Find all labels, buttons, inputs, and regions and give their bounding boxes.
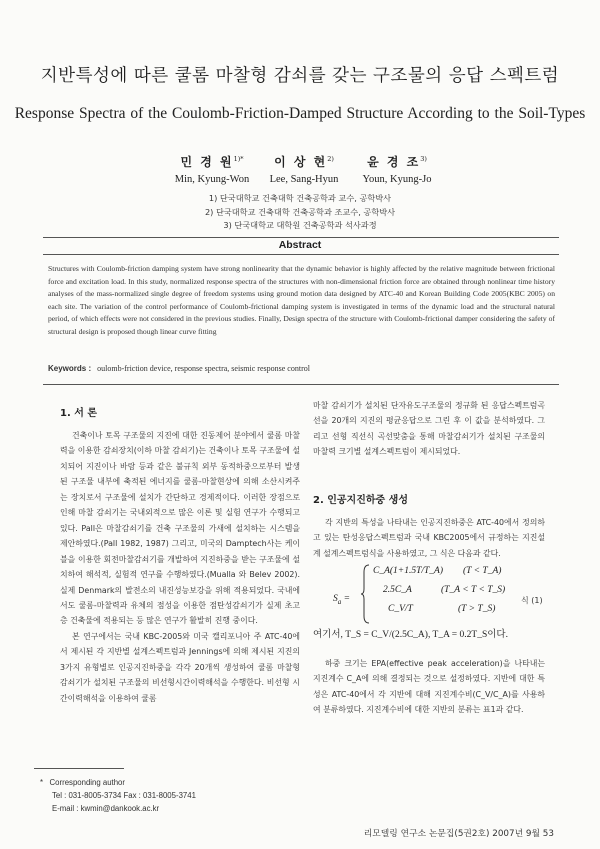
author-2-name-ko: 이 상 현: [274, 155, 328, 169]
footnote-corresponding: [40, 776, 196, 789]
author-3: [337, 153, 457, 185]
footnote-label: Corresponding author: [49, 778, 125, 787]
section-1-paragraph-1: 건축이나 토목 구조물의 지진에 대한 진동제어 분야에서 쿨롬 마찰력을 이용한 감쇠장치(이하 마찰 감쇠기)는 건축이나 토목 구조물에 설치되어 지진이나 바람 등과 같은 불규칙 외부 동적하중으로부터 발생된 구조물 내부에 축적된 에너지를 쿨롬-마찰현상에 의해 소산시켜주는 장치로서 구조물에 설치가 간단하고 경제적이다. 이러한 장점으로 인해 마찰 감쇠기는 국내외적으로 많은 이론 및 실험 연구가 수행되고 있다. Pall은 마찰감쇠기를 건축 구조물의 가새에 설치하는 시스템을 제안하였다.(Pall 1982, 1987) 그리고, 미국의 Damptech사는 케이블을 이용한 회전마찰감쇠기를 개발하여 지진하중을 받는 구조물에 설치하여 해석적, 실험적 연구를 수행하였다.(Mualla 와 Belev 2002). 실제 Denmark의 발전소의 내진성능보강을 위해 적용되었다. 국내에서도 쿨롬-마찰력과 유체의 점성을 이용한 점탄성감쇠기가 실제 초고층 건축물에 적용되는 등 많은 연구가 활발히 진행 중이다.: [60, 431, 300, 626]
author-3-sup: 3): [420, 155, 427, 163]
abstract-heading-rule: [43, 254, 559, 255]
author-2-sup: 2): [327, 155, 334, 163]
section-2-text-2: 하중 크기는 EPA(effective peak acceleration)을 나타내는 지진계수 C_A에 의해 결정되는 것으로 설정하였다. 지반에 대한 특성은 ATC-40에서 각 지반에 대해 지진계수비(C_V/C_A)를 사용하여 분류하였다. 지진계수비에 대한 지반의 분류는 표1과 같다.: [313, 659, 545, 715]
author-1-name-en: Min, Kyung-Won: [174, 174, 250, 185]
footnote-star: *: [40, 778, 44, 787]
equation-lhs-sub: a: [337, 597, 342, 606]
keywords-text: oulomb-friction device, response spectra, seismic response control: [97, 364, 310, 373]
equation-number: 식 (1): [521, 596, 543, 605]
author-3-name-ko: 윤 경 조: [367, 155, 421, 169]
left-column: [60, 428, 300, 706]
affiliation-3: 3) 단국대학교 대학원 건축공학과 석사과정: [223, 220, 377, 230]
author-1-name-ko: 민 경 원: [180, 155, 234, 169]
author-2-name-en: Lee, Sang-Hyun: [269, 174, 339, 185]
equation-row-3-expr: C_V/T: [388, 604, 413, 614]
equation-row-2-expr: 2.5C_A: [383, 585, 412, 595]
paper-title-english: Response Spectra of the Coulomb-Friction-Damped Structure According to the Soil-Types: [14, 105, 586, 122]
section-2-paragraph-2: [313, 656, 545, 718]
section-2-paragraph-1: [313, 515, 545, 561]
affiliation-2: 2) 단국대학교 건축대학 건축공학과 조교수, 공학박사: [204, 207, 396, 217]
equation-lhs-symbol: S: [333, 594, 338, 604]
footnote: [40, 776, 196, 815]
equation-where-clause: 여기서, T_S = C_V/(2.5C_A), T_A = 0.2T_S이다.: [313, 630, 508, 640]
keywords-label: Keywords :: [48, 364, 92, 373]
affiliation-1: 1) 단국대학교 건축대학 건축공학과 교수, 공학박사: [208, 193, 392, 203]
abstract-top-rule: [43, 237, 559, 238]
equation-row-2-cond: (T_A < T < T_S): [441, 585, 506, 595]
footnote-tel-fax: Tel : 031-8005-3734 Fax : 031-8005-3741: [52, 791, 196, 800]
abstract-bottom-rule: [43, 384, 559, 385]
equation-row-3-cond: (T > T_S): [458, 604, 496, 614]
footnote-rule: [34, 768, 124, 769]
section-1-paragraph-2: 본 연구에서는 국내 KBC-2005와 미국 캘리포니아 주 ATC-40에서 제시된 각 지반별 설계스펙트럼과 Jennings에 의해 제시된 지진의 3가지 유형별로 인공지진하중을 각각 20개씩 생성하여 쿨롬 마찰형 감쇠기가 설치된 구조물의 비선형시간이력해석을 수행한다. 비선형 시간이력해석을 이용하여 쿨롬: [60, 631, 300, 703]
intro-continuation: 마찰 감쇠기가 설치된 단자유도구조물의 정규화 된 응답스펙트럼곡선을 20개의 지진의 평균응답으로 그린 후 이 값을 분석하였다. 그리고 선형 직선식 곡선맞춤을 통해 마찰감쇠기가 설치된 구조물의 마찰력 크기별 설계스펙트럼이 제시되었다.: [313, 401, 545, 457]
abstract-heading: Abstract: [278, 239, 322, 251]
equation-row-1-cond: (T < T_A): [463, 566, 502, 576]
page-footer: 리모델링 연구소 논문집(5권2호) 2007년 9월 53: [363, 829, 554, 839]
equation-brace: [361, 564, 371, 624]
section-2-heading: 2. 인공지진하중 생성: [313, 495, 408, 506]
equation-lhs: $S_a$ =: [333, 594, 351, 606]
author-3-name-en: Youn, Kyung-Jo: [362, 174, 432, 185]
keywords: [48, 364, 558, 373]
author-1-sup: 1)*: [233, 155, 244, 163]
section-2-text-1: 각 지반의 특성을 나타내는 인공지진하중은 ATC-40에서 정의하고 있는 탄성응답스펙트럼과 국내 KBC2005에서 규정하는 지진설계 설계스펙트럼식을 사용하였고, 그 식은 다음과 같다.: [313, 518, 545, 558]
right-column-intro: [313, 398, 545, 460]
abstract-text: Structures with Coulomb-friction damping system have strong nonlinearity that the dynamic behavior is highly affected by the relative magnitude between frictional force and excitation load. In this study, normalized response spectra of the structures with non-dimensional friction force are obtained through nonlinear time history analyses of the mass-normalized single degree of freedom systems using ground motion data designed by ATC-40 and Korean Building Code 2005(KBC 2005) on each site. The variation of the control performance of Coulomb-frictional damping system is investigated in terms of the dynamic load and the structural natural period, of which effects were not considered in the previous studies. Finally, Design spectra of the structure with Coulomb-frictional damper considering the safety of structural design is proposed though linear curve fitting: [48, 264, 555, 336]
equation-row-1-expr: C_A(1+1.5T/T_A): [373, 566, 444, 576]
paper-title-korean: 지반특성에 따른 쿨롬 마찰형 감쇠를 갖는 구조물의 응답 스펙트럼: [40, 66, 560, 86]
footnote-email: E-mail : kwmin@dankook.ac.kr: [52, 804, 160, 813]
equation-1: [313, 562, 558, 644]
section-1-heading: 1. 서 론: [60, 408, 98, 419]
